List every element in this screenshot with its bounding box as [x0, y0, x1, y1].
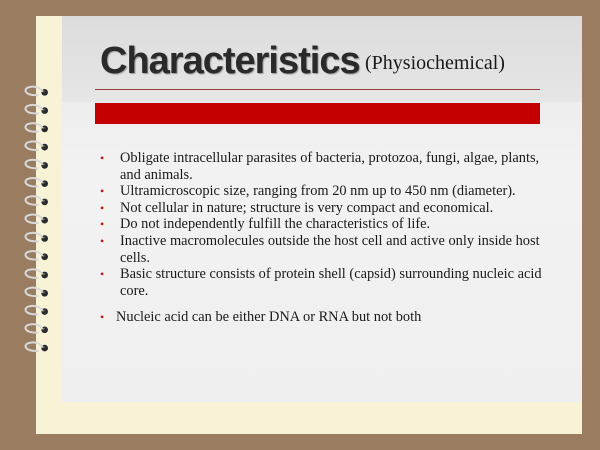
- bullet-list: [100, 150, 550, 326]
- bullet-icon: •: [100, 184, 105, 199]
- bullet-text: Inactive macromolecules outside the host cell and active only inside host cells.: [120, 232, 540, 266]
- bullet-text: Obligate intracellular parasites of bacteria, protozoa, fungi, algae, plants, and animals.: [120, 150, 540, 183]
- list-item: [100, 216, 550, 233]
- spiral-ring: [26, 123, 49, 132]
- accent-bar: [95, 103, 540, 124]
- list-item: [100, 150, 550, 183]
- bullet-icon: •: [100, 200, 105, 215]
- spiral-ring: [26, 306, 49, 315]
- bullet-icon: •: [100, 267, 105, 282]
- slide-title: Characteristics: [100, 40, 360, 82]
- bullet-text: Ultramicroscopic size, ranging from 20 nm up to 450 nm (diameter).: [120, 183, 516, 200]
- bullet-text: Nucleic acid can be either DNA or RNA but not both: [116, 309, 422, 326]
- spiral-ring: [26, 233, 49, 242]
- bullet-icon: •: [100, 233, 105, 248]
- spiral-binding: [18, 0, 58, 450]
- spiral-ring: [26, 141, 49, 150]
- list-item: [100, 183, 550, 200]
- spiral-ring: [26, 178, 49, 187]
- title-underline: [95, 89, 540, 90]
- spiral-ring: [26, 87, 49, 96]
- bullet-icon: •: [100, 217, 105, 232]
- spiral-ring: [26, 288, 49, 297]
- bullet-text: Do not independently fulfill the characteristics of life.: [120, 216, 431, 233]
- bullet-text: Basic structure consists of protein shell (capsid) surrounding nucleic acid core.: [120, 266, 542, 299]
- bullet-icon: •: [100, 151, 105, 165]
- bullet-text: Not cellular in nature; structure is very compact and economical.: [120, 199, 494, 216]
- spiral-ring: [26, 160, 49, 169]
- spiral-ring: [26, 105, 49, 114]
- slide-subtitle: (Physiochemical): [365, 52, 505, 74]
- spiral-ring: [26, 324, 49, 333]
- list-item: [100, 309, 550, 326]
- spiral-ring: [26, 196, 49, 205]
- spiral-ring: [26, 251, 49, 260]
- spiral-ring: [26, 342, 49, 351]
- list-item: [100, 266, 550, 299]
- list-item: [100, 200, 550, 217]
- spiral-ring: [26, 215, 49, 224]
- list-item: [100, 233, 550, 266]
- spiral-ring: [26, 269, 49, 278]
- bullet-icon: •: [100, 310, 105, 325]
